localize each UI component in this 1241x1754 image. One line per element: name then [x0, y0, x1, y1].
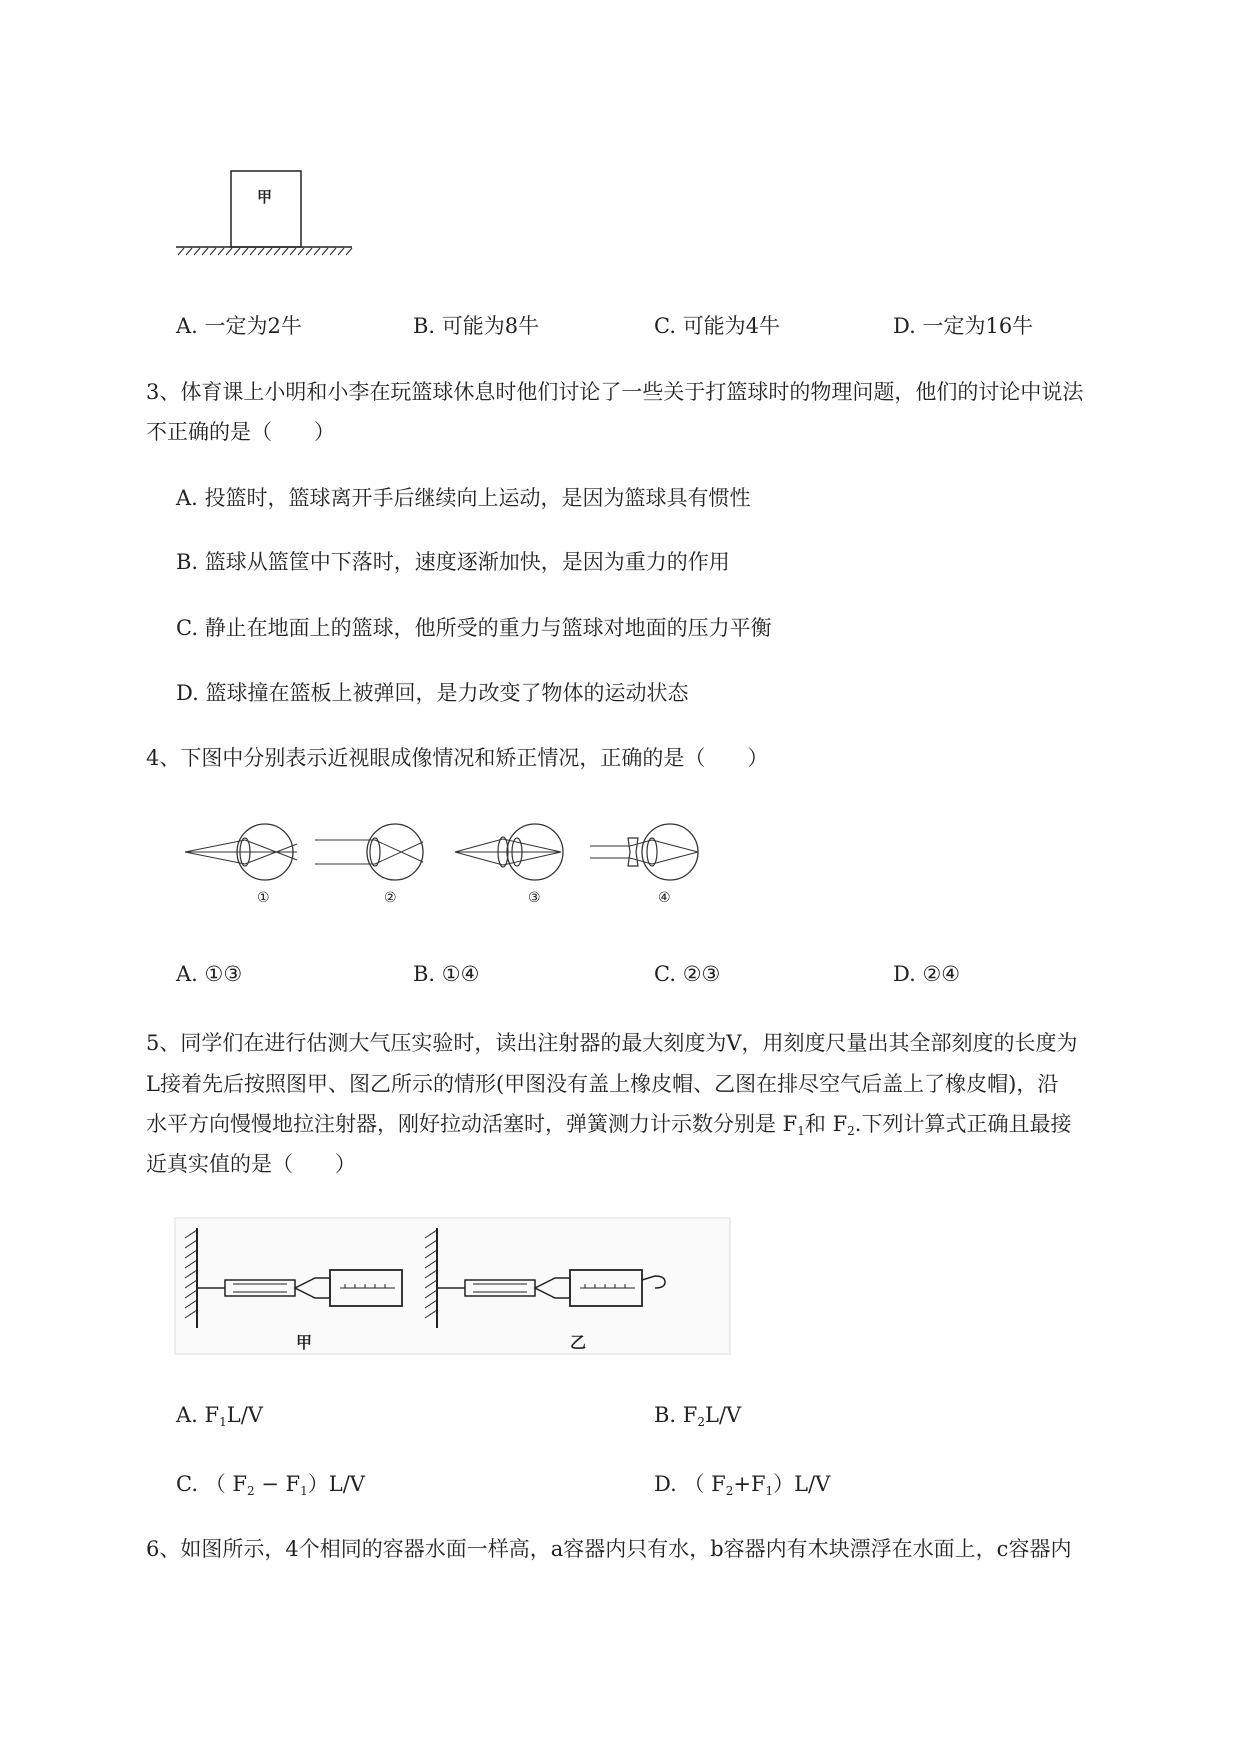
q4-option-c[interactable] [654, 962, 720, 986]
q4-stem: 4、下图中分别表示近视眼成像情况和矫正情况，正确的是（ ） [146, 746, 769, 770]
q5-option-b[interactable]: B. $F_2L/V$ [654, 1403, 742, 1429]
q5-figure-label-jia: 甲 [296, 1333, 313, 1352]
option-letter: A. [176, 962, 198, 986]
option-letter: B. [413, 962, 436, 986]
q5-figure-label-yi: 乙 [570, 1333, 587, 1352]
q4-figure-label-2: ② [384, 890, 397, 906]
q5-stem-line2: L接着先后按照图甲、图乙所示的情形(甲图没有盖上橡皮帽、乙图在排尽空气后盖上了橡皮帽)，沿 [146, 1072, 1059, 1096]
option-text: 一定为16牛 [922, 314, 1034, 338]
option-letter: A. [176, 486, 198, 510]
q4-eye-diagram-2 [315, 822, 435, 892]
option-text: 静止在地面上的篮球，他所受的重力与篮球对地面的压力平衡 [204, 616, 772, 640]
option-letter: C. [176, 616, 198, 640]
q5-option-c[interactable]: C. （ $F_2 - F_1)L/V$ [176, 1472, 365, 1498]
q5-option-a[interactable]: A. $F_1L/V$ [176, 1403, 263, 1429]
q2-option-d[interactable] [893, 310, 1033, 340]
q2-option-c[interactable] [654, 310, 780, 340]
option-text: 篮球撞在篮板上被弹回，是力改变了物体的运动状态 [205, 681, 689, 705]
q2-option-a[interactable] [176, 310, 302, 340]
q3-stem-line1: 3、体育课上小明和小李在玩篮球休息时他们讨论了一些关于打篮球时的物理问题，他们的讨论中说法 [146, 380, 1084, 404]
q6-stem-line1: 6、如图所示，4个相同的容器水面一样高，a容器内只有水，b容器内有木块漂浮在水面上，c容器内 [146, 1537, 1072, 1561]
q4-option-d[interactable] [893, 962, 960, 986]
q3-stem-line2: 不正确的是（ ） [146, 420, 335, 444]
q5-syringe-figure [175, 1218, 730, 1358]
q4-option-a[interactable] [176, 962, 242, 986]
option-text: ②④ [922, 962, 961, 986]
q5-stem-line4: 近真实值的是（ ） [146, 1152, 356, 1176]
q4-eye-diagram-1 [185, 822, 305, 892]
option-text: 投篮时，篮球离开手后继续向上运动，是因为篮球具有惯性 [204, 486, 751, 510]
q3-option-b[interactable] [176, 546, 730, 576]
q5-option-d[interactable]: D. （ $F_2+F_1)L/V$ [654, 1472, 831, 1498]
option-text: ①④ [441, 962, 480, 986]
q5-stem-line3: 水平方向慢慢地拉注射器，刚好拉动活塞时，弹簧测力计示数分别是 $F_1$和 $F_2$.下列计算式正确且最接 [146, 1112, 1072, 1138]
option-letter: B. [413, 314, 436, 338]
q4-eye-diagram-4 [590, 822, 710, 892]
q4-option-b[interactable] [413, 962, 479, 986]
option-letter: C. [654, 962, 676, 986]
option-letter: D. [893, 314, 916, 338]
q3-option-c[interactable] [176, 612, 772, 642]
option-text: 一定为2牛 [204, 314, 302, 338]
option-letter: A. [176, 314, 198, 338]
q3-option-a[interactable] [176, 482, 751, 512]
option-letter: C. [654, 314, 676, 338]
q2-option-b[interactable] [413, 310, 539, 340]
q4-figure-label-1: ① [257, 890, 270, 906]
option-text: 可能为4牛 [682, 314, 781, 338]
q2-block-label: 甲 [257, 188, 273, 206]
q4-eye-diagram-3 [455, 822, 575, 892]
option-letter: B. [176, 550, 199, 574]
option-letter: D. [176, 681, 199, 705]
q4-figure-label-3: ③ [528, 890, 541, 906]
option-letter: D. [893, 962, 916, 986]
q5-stem-line1: 5、同学们在进行估测大气压实验时，读出注射器的最大刻度为V，用刻度尺量出其全部刻度的长度为 [146, 1031, 1078, 1055]
option-text: ②③ [682, 962, 721, 986]
q3-option-d[interactable] [176, 677, 688, 707]
q2-block-figure [176, 168, 356, 258]
option-text: 篮球从篮筐中下落时，速度逐渐加快，是因为重力的作用 [204, 550, 730, 574]
option-text: ①③ [204, 962, 243, 986]
q4-figure-label-4: ④ [658, 890, 671, 906]
option-text: 可能为8牛 [441, 314, 540, 338]
